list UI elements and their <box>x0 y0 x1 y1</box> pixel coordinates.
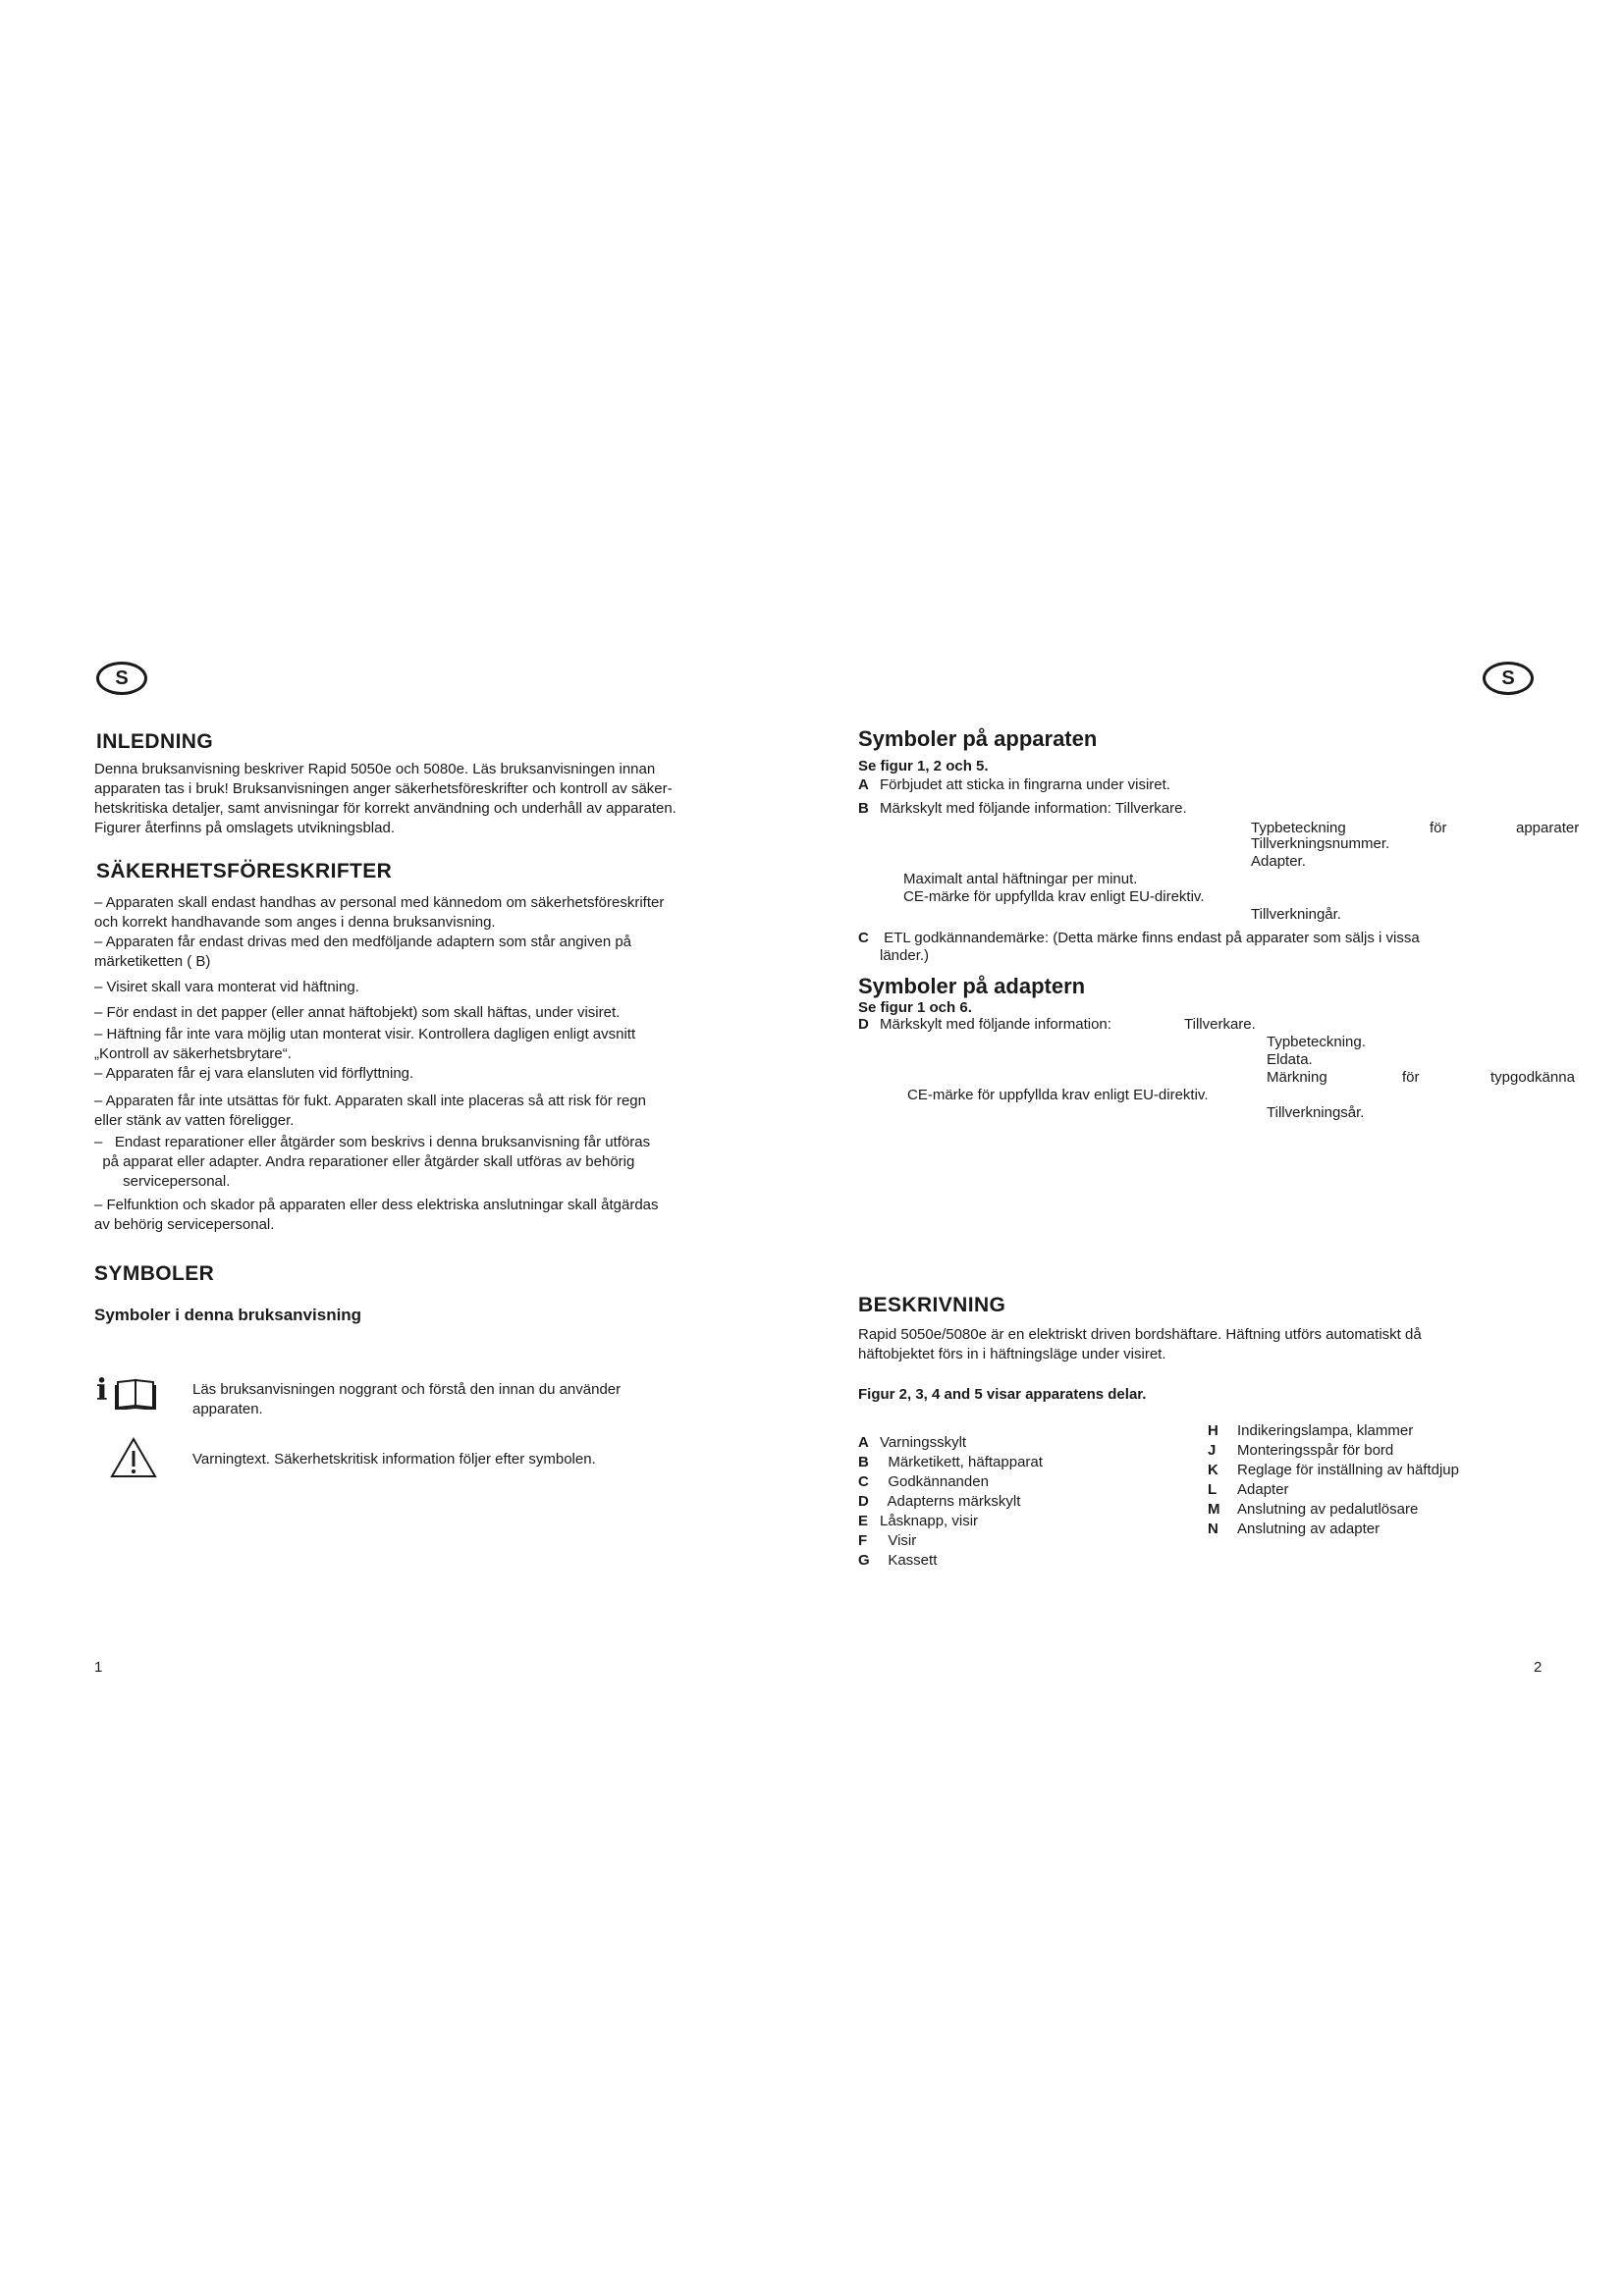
safety-heading: SÄKERHETSFÖRESKRIFTER <box>96 860 393 882</box>
symboler-subheading: Symboler i denna bruksanvisning <box>94 1306 362 1324</box>
d-ce: CE-märke för uppfyllda krav enligt EU-direktiv. <box>907 1087 1209 1103</box>
text-line: Rapid 5050e/5080e är en elektriskt driven bordshäftare. Häftning utförs automatiskt då <box>858 1326 1422 1343</box>
list-item: M Anslutning av pedalutlösare <box>1208 1501 1419 1518</box>
d-eldata: Eldata. <box>1267 1051 1313 1068</box>
inledning-text <box>94 760 782 838</box>
adapter-symbols-see: Se figur 1 och 6. <box>858 999 972 1016</box>
page-number-left: 1 <box>94 1659 103 1676</box>
text-line: hetskritiska detaljer, samt anvisningar för korrekt användning och underhåll av apparaten. <box>94 800 677 817</box>
d-mark-for: för <box>1402 1069 1420 1086</box>
symboler-heading: SYMBOLER <box>94 1262 215 1285</box>
beskrivning-text <box>858 1325 1565 1364</box>
app-symbol-c: C ETL godkännandemärke: (Detta märke finns endast på apparater som säljs i vissa <box>858 930 1420 946</box>
language-badge-right: S <box>1483 662 1534 695</box>
list-item: – Apparaten skall endast handhas av personal med kännedom om säkerhetsföreskrifter och korrekt handhavande som anges i denna bruksanvisning. <box>94 894 665 931</box>
list-item: – Visiret skall vara monterat vid häftning. <box>94 979 359 995</box>
figures-note: Figur 2, 3, 4 and 5 visar apparatens delar. <box>858 1386 1147 1403</box>
app-symbols-heading: Symboler på apparaten <box>858 726 1098 751</box>
d-mark-typgodkanna: typgodkänna <box>1490 1069 1575 1086</box>
svg-text:i: i <box>96 1373 108 1408</box>
d-type: Typbeteckning. <box>1267 1034 1366 1050</box>
safety-list <box>94 893 801 1235</box>
list-item: F Visir <box>858 1532 917 1549</box>
warning-triangle-icon <box>110 1437 157 1478</box>
b-serial: Tillverkningsnummer. <box>1251 835 1390 852</box>
list-item: A Varningsskylt <box>858 1434 967 1451</box>
adapter-symbol-d: D Märkskylt med följande information: <box>858 1016 1111 1033</box>
list-item: – Häftning får inte vara möjlig utan monterat visir. Kontrollera dagligen enligt avsnitt „Kontroll av säkerhetsbrytare“. <box>94 1026 636 1062</box>
app-symbol-b: B Märkskylt med följande information: Tillverkare. <box>858 800 1187 817</box>
text-line: Figurer återfinns på omslagets utvikningsblad. <box>94 820 395 836</box>
list-item: – Apparaten får ej vara elansluten vid förflyttning. <box>94 1065 414 1082</box>
inledning-heading: INLEDNING <box>96 730 214 753</box>
book-symbol-text: Läs bruksanvisningen noggrant och förstå den innan du använder apparaten. <box>192 1381 622 1417</box>
list-item: L Adapter <box>1208 1481 1289 1498</box>
list-item: N Anslutning av adapter <box>1208 1521 1380 1537</box>
d-mark-label: Märkning <box>1267 1069 1327 1086</box>
list-item: C Godkännanden <box>858 1473 989 1490</box>
parts-list-right <box>1208 1421 1600 1539</box>
info-book-icon <box>96 1372 159 1410</box>
d-maker: Tillverkare. <box>1184 1016 1256 1033</box>
adapter-symbols-heading: Symboler på adaptern <box>858 974 1086 998</box>
text-line: häftobjektet förs in i häftningsläge under visiret. <box>858 1346 1166 1362</box>
b-type-for: för <box>1430 820 1447 836</box>
list-item: D Adapterns märkskylt <box>858 1493 1021 1510</box>
list-item: B Märketikett, häftapparat <box>858 1454 1043 1470</box>
beskrivning-heading: BESKRIVNING <box>858 1294 1006 1316</box>
list-item: K Reglage för inställning av häftdjup <box>1208 1462 1459 1478</box>
list-item: – För endast in det papper (eller annat häftobjekt) som skall häftas, under visiret. <box>94 1004 621 1021</box>
d-year: Tillverkningsår. <box>1267 1104 1365 1121</box>
app-symbols-see: Se figur 1, 2 och 5. <box>858 758 989 774</box>
app-symbol-a: A Förbjudet att sticka in fingrarna under visiret. <box>858 776 1170 793</box>
list-item: – Apparaten får inte utsättas för fukt. Apparaten skall inte placeras så att risk för regn eller stänk av vatten föreligger. <box>94 1093 646 1129</box>
b-adapter: Adapter. <box>1251 853 1306 870</box>
text-line: Denna bruksanvisning beskriver Rapid 5050e och 5080e. Läs bruksanvisningen innan <box>94 761 656 777</box>
b-type-label: Typbeteckning <box>1251 820 1346 836</box>
b-type-apparater: apparater <box>1516 820 1580 836</box>
b-max: Maximalt antal häftningar per minut. <box>903 871 1138 887</box>
language-badge-left: S <box>96 662 147 695</box>
list-item: – Endast reparationer eller åtgärder som beskrivs i denna bruksanvisning får utföras på apparat eller adapter. Andra reparationer eller åtgärder skall utföras av behörig servicepersonal. <box>94 1134 651 1190</box>
list-item: E Låsknapp, visir <box>858 1513 979 1529</box>
list-item: G Kassett <box>858 1552 938 1569</box>
text-line: apparaten tas i bruk! Bruksanvisningen anger säkerhetsföreskrifter och kontroll av säker- <box>94 780 673 797</box>
b-year: Tillverkningår. <box>1251 906 1341 923</box>
warning-symbol-text: Varningtext. Säkerhetskritisk information följer efter symbolen. <box>192 1451 596 1468</box>
list-item: H Indikeringslampa, klammer <box>1208 1422 1414 1439</box>
page-number-right: 2 <box>1534 1659 1543 1676</box>
parts-list-left <box>858 1433 1192 1571</box>
list-item: – Felfunktion och skador på apparaten eller dess elektriska anslutningar skall åtgärdas av behörig servicepersonal. <box>94 1197 659 1233</box>
app-symbol-c-cont: länder.) <box>880 947 930 964</box>
list-item: J Monteringsspår för bord <box>1208 1442 1394 1459</box>
list-item: – Apparaten får endast drivas med den medföljande adaptern som står angiven på märketiketten ( B) <box>94 934 632 970</box>
b-ce: CE-märke för uppfyllda krav enligt EU-direktiv. <box>903 888 1205 905</box>
